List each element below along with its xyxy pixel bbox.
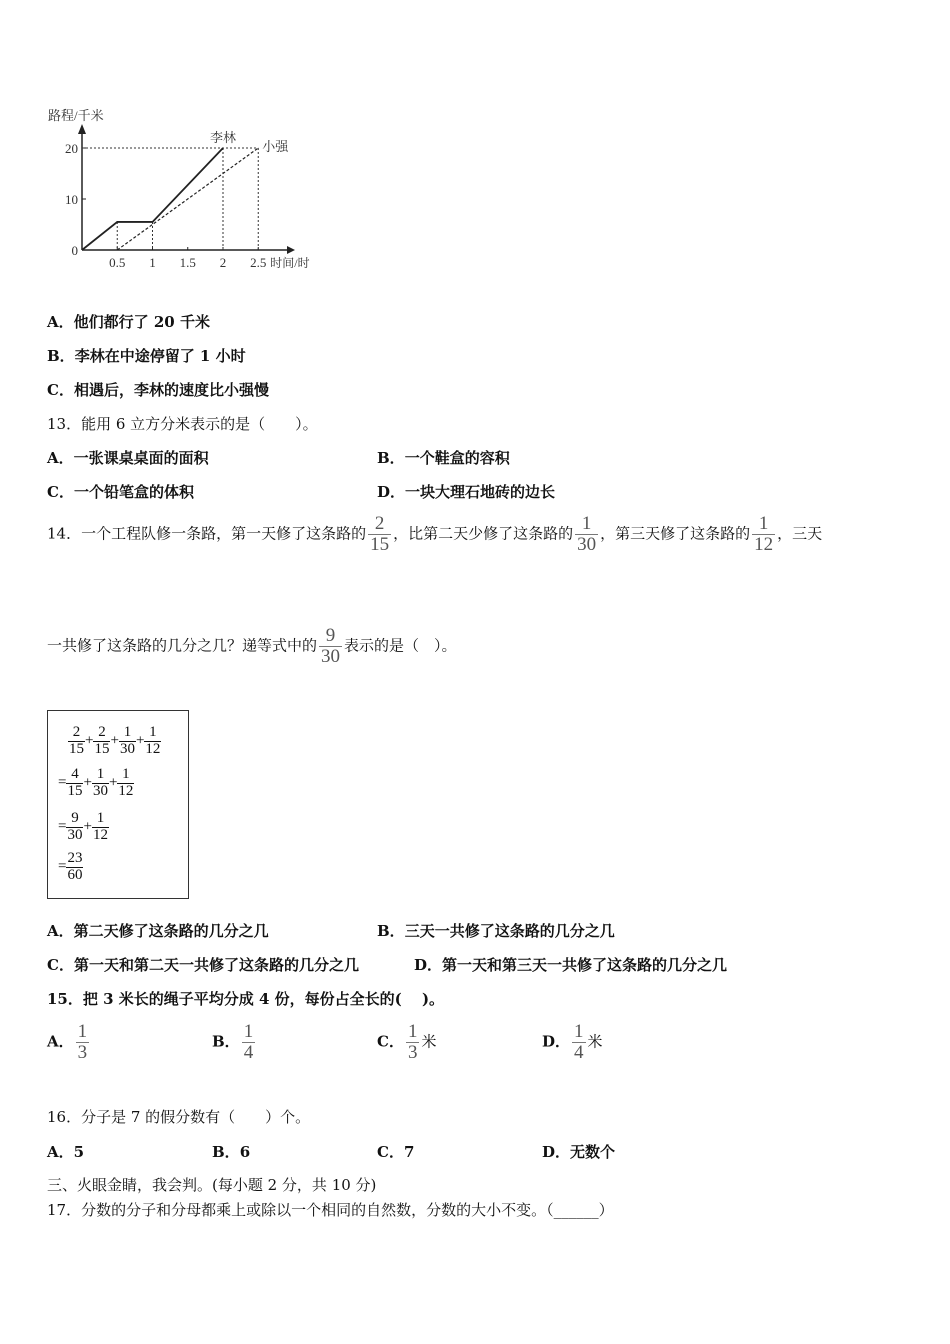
text: 12 <box>118 782 134 799</box>
q14-option-c <box>47 954 359 975</box>
x-axis-label: 时间/时 <box>270 256 310 270</box>
text: ，第三天修了这条路的 <box>600 524 751 543</box>
operator: = <box>58 818 67 835</box>
text: 2 <box>72 724 81 740</box>
text: B． <box>377 449 405 467</box>
q15-option-d <box>542 1022 603 1063</box>
x-tick-label: 0.5 <box>109 255 126 270</box>
q16-stem: 16．分子是 7 的假分数有（ ）个。 <box>47 1108 311 1126</box>
y-axis-label: 路程/千米 <box>48 108 104 123</box>
text: 他们都行了 20 千米 <box>73 313 210 331</box>
text: 12 <box>145 740 161 757</box>
q16-option-b <box>212 1141 250 1162</box>
q14-stem-line2 <box>47 626 457 667</box>
text: 一块大理石地砖的边长 <box>405 483 556 501</box>
fraction <box>119 725 136 758</box>
fraction <box>144 725 161 758</box>
fraction <box>68 725 85 758</box>
text: 1 <box>758 513 769 534</box>
text: D． <box>414 956 443 974</box>
calc-row <box>68 725 161 758</box>
text: 相遇后，李林的速度比小强慢 <box>73 381 269 399</box>
text: B． <box>47 347 75 365</box>
text: 30 <box>119 740 135 757</box>
text: 1 <box>149 724 157 740</box>
y-axis-arrow <box>78 124 86 134</box>
fraction <box>66 851 83 884</box>
fraction <box>242 1022 256 1063</box>
text: 30 <box>321 645 341 667</box>
fraction <box>406 1022 420 1063</box>
text: B． <box>377 922 405 940</box>
text: 1 <box>122 766 130 782</box>
q13-option-c <box>47 481 194 502</box>
q16-option-a <box>47 1141 84 1162</box>
fraction <box>92 767 109 800</box>
text: 第二天修了这条路的几分之几 <box>73 922 269 940</box>
q14-stem-line1 <box>47 514 822 555</box>
q15-option-c <box>377 1022 436 1063</box>
text: 30 <box>67 826 83 843</box>
text: 1 <box>77 1021 88 1042</box>
fraction <box>117 767 134 800</box>
q16-option-c <box>377 1141 414 1162</box>
text: C． <box>47 956 74 974</box>
q12-option-a <box>47 311 210 332</box>
text: 9 <box>325 625 336 646</box>
text: D． <box>542 1032 571 1051</box>
text: A． <box>47 1032 74 1051</box>
text: 7 <box>403 1143 415 1161</box>
q13-option-a <box>47 447 209 468</box>
text: 15 <box>67 782 83 799</box>
text: 一个铅笔盒的体积 <box>73 483 194 501</box>
text: 李林在中途停留了 1 小时 <box>74 347 246 365</box>
text: 4 <box>574 1041 584 1063</box>
text: ，三天 <box>777 524 823 543</box>
calc-row <box>58 851 83 884</box>
q16-option-d <box>542 1141 615 1162</box>
q15-option-a <box>47 1022 91 1063</box>
operator: = <box>58 774 67 791</box>
series-label: 小强 <box>262 139 289 154</box>
q15-stem: 15．把 3 米长的绳子平均分成 4 份，每份占全长的( )。 <box>47 990 445 1008</box>
text: 5 <box>73 1143 85 1161</box>
x-axis-arrow <box>287 246 295 254</box>
fraction <box>66 811 83 844</box>
q14-option-d <box>414 954 727 975</box>
x-tick-label: 2 <box>219 255 227 270</box>
text: C． <box>377 1032 404 1051</box>
text: D． <box>377 483 406 501</box>
q14-option-a <box>47 920 269 941</box>
y-tick-label: 20 <box>65 141 78 156</box>
text: 3 <box>407 1041 418 1063</box>
fraction <box>92 811 109 844</box>
q13-stem: 13．能用 6 立方分米表示的是（ ）。 <box>47 415 318 433</box>
fraction <box>572 1022 586 1063</box>
text: 1 <box>96 766 105 782</box>
text: 2 <box>374 513 385 534</box>
q15-option-b <box>212 1022 257 1063</box>
text: 1 <box>96 810 105 826</box>
text: 一个鞋盒的容积 <box>404 449 510 467</box>
series-label: 李林 <box>209 130 237 145</box>
x-tick-label: 2.5 <box>250 255 267 270</box>
text: A． <box>47 1143 74 1161</box>
text: 1 <box>407 1021 418 1042</box>
text: 1 <box>581 513 592 534</box>
text: 15 <box>69 740 84 757</box>
fraction <box>319 626 342 667</box>
text: 23 <box>67 850 83 866</box>
calculation-box <box>47 710 189 899</box>
fraction <box>368 514 391 555</box>
text: 12 <box>92 826 108 843</box>
fraction <box>93 725 110 758</box>
x-tick-label: 1 <box>149 255 156 270</box>
operator: + <box>108 774 118 791</box>
distance-time-chart <box>40 100 340 275</box>
operator: + <box>83 818 92 835</box>
q14-option-b <box>377 920 615 941</box>
text: 2 <box>98 724 106 740</box>
calc-row <box>58 811 109 844</box>
text: C． <box>47 381 74 399</box>
operator: + <box>85 732 94 749</box>
operator: + <box>110 732 119 749</box>
q12-option-b <box>47 345 246 366</box>
fraction <box>76 1022 90 1063</box>
text: A． <box>47 313 74 331</box>
text: 三天一共修了这条路的几分之几 <box>404 922 615 940</box>
text: 米 <box>587 1032 603 1051</box>
fraction <box>575 514 598 555</box>
text: 一张课桌桌面的面积 <box>73 449 209 467</box>
text: 30 <box>92 782 108 799</box>
text: C． <box>47 483 74 501</box>
q13-option-d <box>377 481 555 502</box>
fraction <box>66 767 83 800</box>
text: 4 <box>243 1041 254 1063</box>
text: 30 <box>577 533 597 555</box>
text: 第一天和第二天一共修了这条路的几分之几 <box>73 956 359 974</box>
calc-row <box>58 767 134 800</box>
x-tick-label: 1.5 <box>179 255 196 270</box>
text: 第一天和第三天一共修了这条路的几分之几 <box>442 956 728 974</box>
text: B． <box>212 1032 240 1051</box>
q13-option-b <box>377 447 510 468</box>
y-tick-label: 10 <box>65 192 78 207</box>
text: A． <box>47 922 74 940</box>
text: 15 <box>94 740 110 757</box>
text: 米 <box>421 1032 437 1051</box>
text: 1 <box>243 1021 254 1042</box>
fraction <box>752 514 775 555</box>
text: 14．一个工程队修一条路，第一天修了这条路的 <box>47 524 367 543</box>
text: B． <box>212 1143 240 1161</box>
text: 1 <box>123 724 132 740</box>
section-3-heading: 三、火眼金睛，我会判。(每小题 2 分，共 10 分) <box>47 1176 377 1194</box>
text: 无数个 <box>570 1143 616 1161</box>
operator: = <box>58 858 67 875</box>
text: 12 <box>754 533 774 555</box>
text: 6 <box>239 1143 251 1161</box>
text: 一共修了这条路的几分之几？递等式中的 <box>47 636 318 655</box>
text: C． <box>377 1143 404 1161</box>
text: A． <box>47 449 74 467</box>
q12-option-c <box>47 379 269 400</box>
operator: + <box>135 732 145 749</box>
text: 3 <box>77 1041 88 1063</box>
text: D． <box>542 1143 571 1161</box>
text: ，比第二天少修了这条路的 <box>393 524 574 543</box>
operator: + <box>83 774 92 791</box>
text: 4 <box>71 766 79 782</box>
text: 60 <box>67 866 83 883</box>
text: 15 <box>370 533 390 555</box>
text: 1 <box>574 1021 584 1042</box>
q17-stem: 17．分数的分子和分母都乘上或除以一个相同的自然数，分数的大小不变。（______） <box>47 1201 614 1219</box>
series-line-1 <box>117 148 258 250</box>
text: 9 <box>71 810 79 826</box>
y-tick-label: 0 <box>71 243 78 258</box>
text: 表示的是（ ）。 <box>344 636 457 655</box>
